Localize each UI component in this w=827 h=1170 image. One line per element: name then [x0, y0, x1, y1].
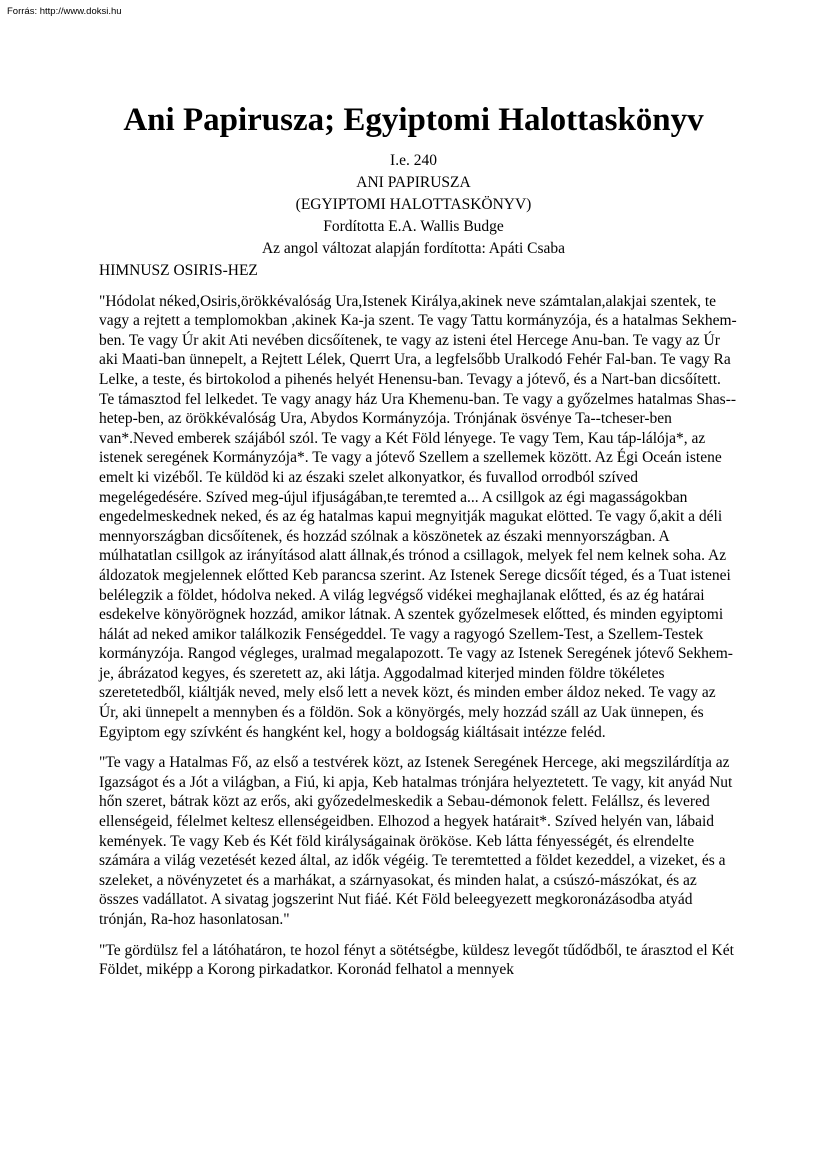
meta-work-subtitle: (EGYIPTOMI HALOTTASKÖNYV): [295, 196, 532, 213]
paragraph: "Te vagy a Hatalmas Fő, az első a testvérek közt, az Istenek Seregének Hercege, aki megszilárdítja az Igazságot és a Jót a világban, a Fiú, ki apja, Keb hatalmas trónjára helyeztetett. Te vagy, kit anyád Nut hőn szeret, bátrak közt az erős, aki győzedelmeskedik a Sebau-démonok felett. Felállsz, és levered ellenségeid, félelmet keltesz ellenségeidben. Elhozod a hegyek határait*. Szíved helyén van, lábaid kemények. Te vagy Keb és Két föld királyságainak örököse. Keb látta fényességét, és elrendelte számára a világ vezetését kezed által, az idők végéig. Te teremtetted a földet kezeddel, a vizeket, és a szeleket, a növényzetet és a marhákat, a szárnyasokat, és minden halat, a csúszó-mászókat, és az összes vadállatot. A sivatag jogszerint Nut fiáé. Két Föld beleegyezett megkoronázásodba atyád trónján, Ra-hoz hasonlatosan.": [99, 754, 733, 928]
document-body: [99, 261, 739, 991]
section-heading: HIMNUSZ OSIRIS-HEZ: [99, 262, 258, 279]
document-title: Ani Papirusza; Egyiptomi Halottaskönyv: [123, 102, 704, 138]
meta-hungarian-translator: Az angol változat alapján fordította: Apáti Csaba: [261, 240, 565, 257]
meta-date: I.e. 240: [390, 152, 437, 169]
meta-work-title: ANI PAPIRUSZA: [356, 174, 471, 191]
source-note: Forrás: http://www.doksi.hu: [7, 6, 122, 17]
paragraph: "Hódolat néked,Osiris,örökkévalóság Ura,Istenek Királya,akinek neve számtalan,alakjai szentek, te vagy a rejtett a templomokban ,akinek Ka-ja szent. Te vagy Tattu kormányzója, és a hatalmas Sekhem-ben. Te vagy Úr akit Ati nevében dicsőítenek, te vagy az isteni étel Hercege Anu-ban. Te vagy az Úr aki Maati-ban ünnepelt, a Rejtett Lélek, Querrt Ura, a legfelsőbb Uralkodó Fehér Fal-ban. Te vagy Ra Lelke, a teste, és birtokolod a pihenés helyét Henensu-ban. Tevagy a jótevő, és a Nart-ban dicsőített. Te támasztod fel lelkedet. Te vagy anagy ház Ura Khemenu-ban. Te vagy a győzelmes hatalmas Shas--hetep-ben, az örökkévalóság Ura, Abydos Kormányzója. Trónjának ösvénye Ta--tcheser-ben van*.Neved emberek szájából szól. Te vagy a Két Föld lényege. Te vagy Tem, Kau táp-lálója*, az istenek seregének Kormányzója*. Te vagy a jótevő Szellem a szellemek között. Az Égi Oceán istene emelt ki vizéből. Te küldöd ki az északi szelet alkonyatkor, és fuvallod orrodból szíved megelégedésére. Szíved meg-újul ifjuságában,te teremted a... A csillgok az égi magasságokban engedelmeskednek neked, és az ég hatalmas kapui megnyitják magukat elötted. Te vagy ő,akit a déli mennyországban dicsőítenek, és hozzád szólnak a köszönetek az északi mennyországban. A múlhatatlan csillgok az irányításod alatt állnak,és trónod a csillagok, melyek fel nem kelnek soha. Az áldozatok megjelennek előtted Keb parancsa szerint. Az Istenek Serege dicsőít téged, és a Tuat istenei belélegzik a földet, hódolva neked. A világ legvégső vidékei meghajlanak előtted, és az ég határai esdekelve könyörögnek hozzád, amikor látnak. A szentek győzelmesek előtted, és minden egyiptomi hálát ad neked amikor találkozik Fenségeddel. Te vagy a ragyogó Szellem-Test, a Szellem-Testek kormányzója. Rangod végleges, uralmad megalapozott. Te vagy az Istenek Seregének jótevő Sekhem-je, ábrázatod kegyes, és szeretett az, aki látja. Aggodalmad kiterjed minden földre tökéletes szeretetedből, kiáltják neved, mely első lett a nevek közt, és minden ember áldoz neked. Te vagy az Úr, aki ünnepelt a mennyben és a földön. Sok a könyörgés, mely hozzád száll az Uak ünnepen, és Egyiptom egy szívként és hangként kel, hogy a boldogság kiáltásait intézze feléd.: [99, 292, 737, 741]
document-meta: [0, 150, 827, 260]
paragraph: "Te gördülsz fel a látóhatáron, te hozol fényt a sötétségbe, küldesz levegőt tűdődből, te árasztod el Két Földet, miképp a Korong pirkadatkor. Koronád felhatol a mennyek: [99, 941, 734, 979]
meta-translator: Fordította E.A. Wallis Budge: [323, 218, 504, 235]
